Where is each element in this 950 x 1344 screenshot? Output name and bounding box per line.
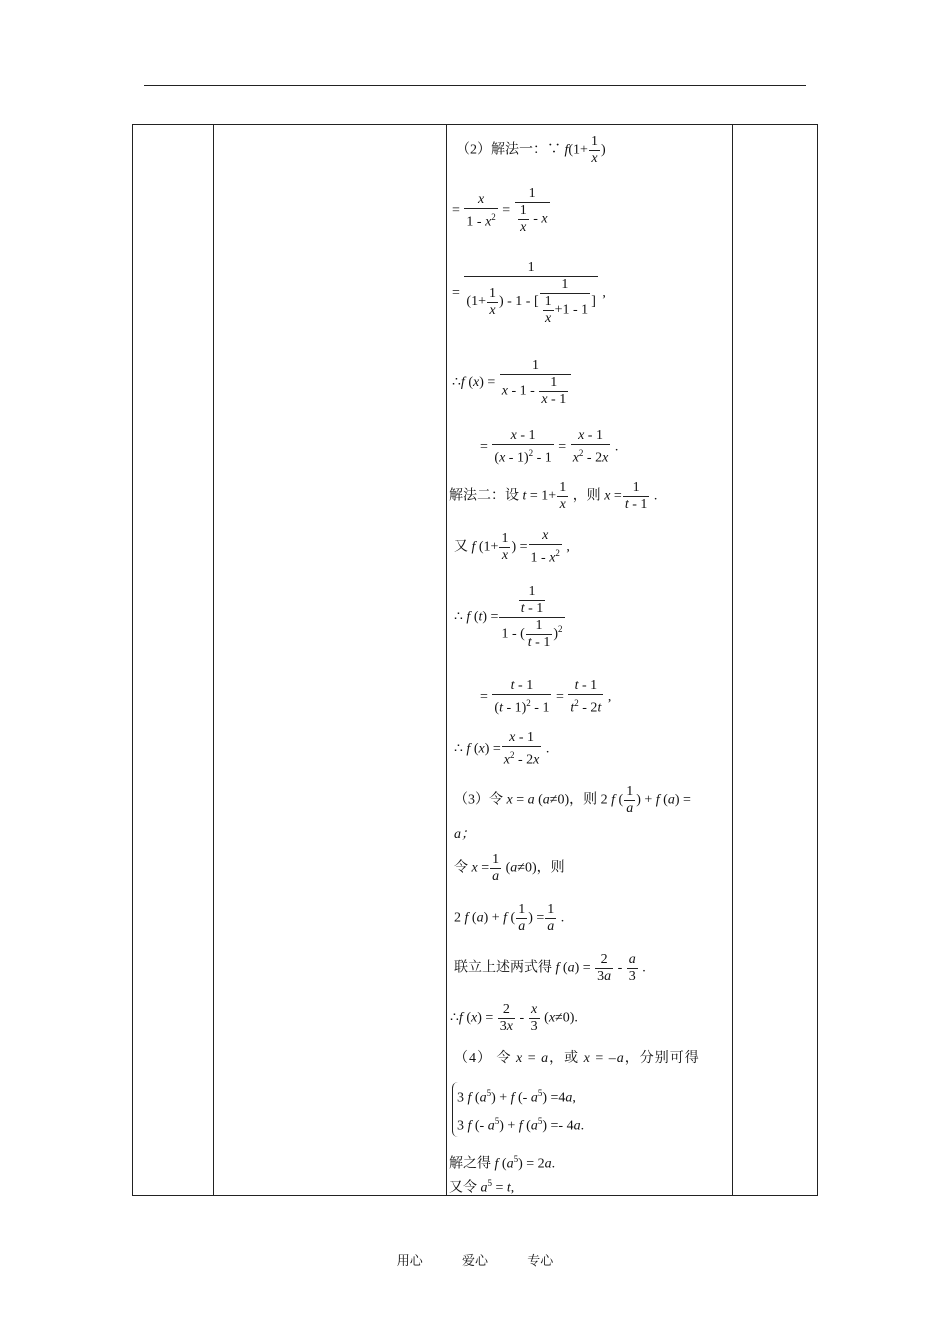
solution-cell bbox=[446, 124, 732, 1196]
equation-line: ∴f (x) = 1 x - 1 - $\frac{1}{x - 1}$ bbox=[452, 358, 572, 408]
footer-item: 爱心 bbox=[461, 1253, 488, 1268]
part4-line: （4） 令 x = a，或 x = –a，分别可得 bbox=[454, 1051, 700, 1066]
part2-method2-line: 解法二：设 t = 1+ $\frac{1}{x}$ ，则 x = $\frac{1}{t - 1}$ . bbox=[449, 480, 658, 512]
equation-line: ∴f (x) = $\frac{2}{3x}$ - $\frac{x}{3}$ (x≠0). bbox=[450, 1002, 578, 1034]
equation-line: 联立上述两式得 f (a) = $\frac{2}{3a}$ - $\frac{a}{3}$ . bbox=[454, 952, 646, 984]
equation-line: 令 x = $\frac{1}{a}$ (a≠0)，则 bbox=[454, 852, 565, 884]
part2-label: （2）解法一：∵ bbox=[456, 142, 561, 158]
part3-line: （3）令 x = a (a≠0)，则 2 f ( $\frac{1}{a}$ ) + f (a) = bbox=[454, 784, 691, 816]
equation-line: = $\frac{x}{1 - x^2}$ = 1 $\frac{1}{x}$ - x bbox=[452, 186, 548, 235]
equation-line: = $\frac{t - 1}{(t - 1)^2 - 1}$ = $\frac{t - 1}{t^2 - 2t}$ , bbox=[480, 678, 612, 716]
part4-label: （4） 令 bbox=[454, 1051, 512, 1066]
page-footer bbox=[0, 1250, 950, 1269]
equation-line: = $\frac{x - 1}{(x - 1)^2 - 1}$ = $\frac{x - 1}{x^2 - 2x}$ . bbox=[480, 428, 619, 466]
equation-line: = 1 (1+ $\frac{1}{x}$ ) - 1 - [ 1 $\frac{1}{x}$ +1 - 1 ] , bbox=[452, 260, 606, 326]
equation-line: ∴ f (x) = $\frac{x - 1}{x^2 - 2x}$ . bbox=[454, 730, 550, 768]
column-divider bbox=[732, 125, 733, 1195]
part3-label: （3）令 bbox=[454, 792, 503, 808]
equation-line: ∴ f (t) = $\frac{1}{t - 1}$ 1 - ( $\frac{1}{t - 1}$ )$^2$ bbox=[454, 584, 563, 650]
equation-line: a； bbox=[454, 827, 475, 842]
equation-line: 2 f (a) + f ( $\frac{1}{a}$ ) = $\frac{1}{a}$ . bbox=[454, 902, 565, 934]
method2-label: 解法二：设 bbox=[449, 488, 519, 504]
part2-method1-line: （2）解法一：∵ f(1+ $\frac{1}{x}$ ) bbox=[456, 134, 606, 166]
column-divider bbox=[213, 125, 214, 1195]
equation-line: 又 f (1+ $\frac{1}{x}$ ) = $\frac{x}{1 - x^2}$ , bbox=[454, 528, 570, 566]
footer-item: 用心 bbox=[396, 1253, 423, 1268]
equation-line: 解之得 f $(a^5) = 2a$. bbox=[449, 1154, 556, 1172]
header-rule bbox=[144, 85, 806, 86]
equation-line: 又令 $a^5 = t$, bbox=[449, 1178, 515, 1196]
equation-system: 3 f $(a^5) + f$ (- $a^5) =4a$, 3 f (- $a^5) + f$ $(a^5) =- 4a$. bbox=[452, 1082, 584, 1137]
footer-item: 专心 bbox=[527, 1253, 554, 1268]
